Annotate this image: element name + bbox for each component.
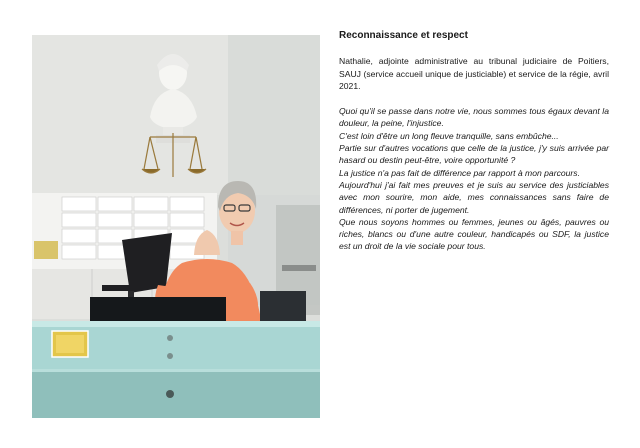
quote-paragraph: Partie sur d'autres vocations que celle de la justice, j'y suis arrivée par hasard ou destin peut-être, voire opportunité ? xyxy=(339,143,609,166)
quote-paragraph: Aujourd'hui j'ai fait mes preuves et je suis au service des justiciables avec mon sourire, mon aide, mes connaissances sans faire de différences, ni porter de jugement. xyxy=(339,179,609,215)
reception-photo-illustration xyxy=(32,35,320,418)
article-title: Reconnaissance et respect xyxy=(339,30,468,41)
quote-paragraph: Quoi qu'il se passe dans notre vie, nous sommes tous égaux devant la douleur, la peine, l'injustice. xyxy=(339,106,609,129)
reception-photo xyxy=(32,35,320,418)
glass-counter xyxy=(32,321,320,418)
article-intro: Nathalie, adjointe administrative au tribunal judiciaire de Poitiers, SAUJ (service accueil unique de justiciable) et service de la régie, avril 2021. xyxy=(339,56,609,91)
article-text xyxy=(339,30,609,253)
quote-paragraph: C'est loin d'être un long fleuve tranquille, sans embûche... xyxy=(339,130,559,141)
quote-paragraph: Que nous soyons hommes ou femmes, jeunes ou âgés, pauvres ou riches, blancs ou d'une autre couleur, handicapés ou SDF, la justice est un droit de la vie sociale pour tous. xyxy=(339,216,609,252)
testimony-quote xyxy=(339,105,609,253)
quote-paragraph: La justice n'a pas fait de différence par rapport à mon parcours. xyxy=(339,167,580,178)
